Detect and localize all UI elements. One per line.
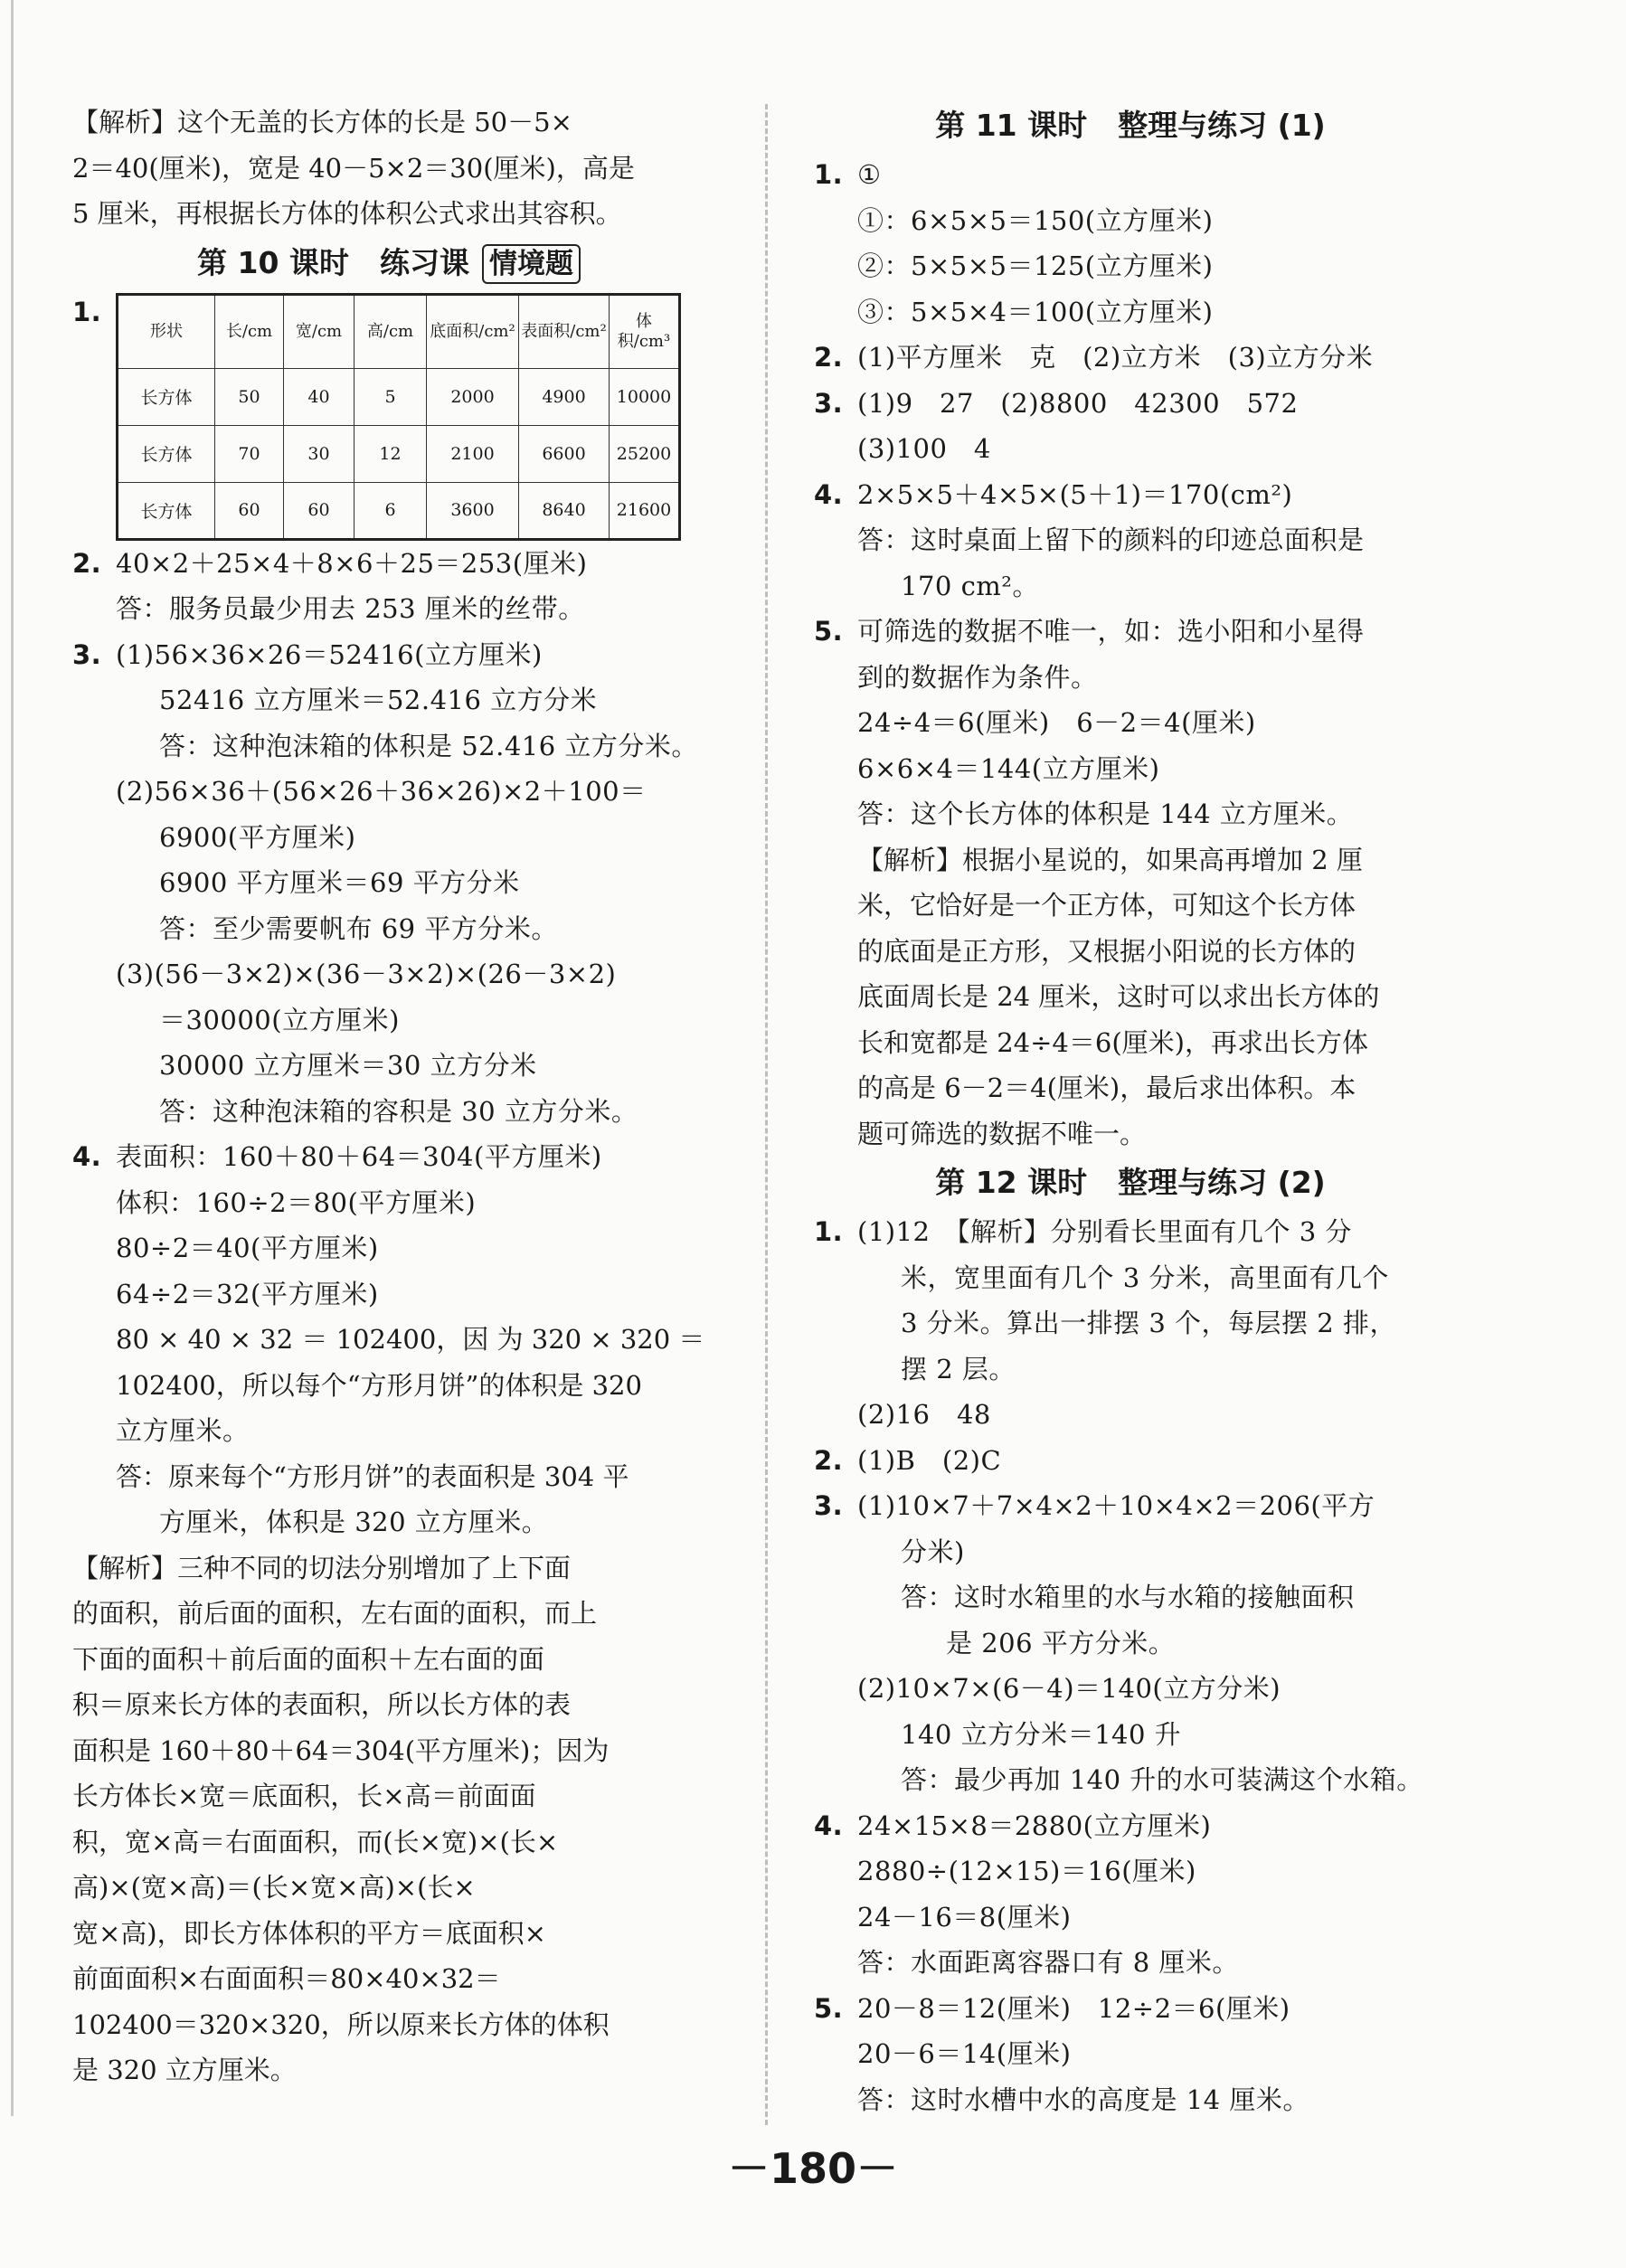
table-header-row xyxy=(118,294,680,368)
answer-line: 答：服务员最少用去 253 厘米的丝带。 xyxy=(116,593,585,624)
answer-line: (2)16 48 xyxy=(857,1399,991,1430)
question-number: 4. xyxy=(72,1141,102,1172)
table-cell: 25200 xyxy=(610,425,680,482)
answer-line: 答：这种泡沫箱的容积是 30 立方分米。 xyxy=(159,1095,638,1127)
table-cell: 50 xyxy=(215,368,284,425)
question-4 xyxy=(72,1134,705,1545)
question-5-analysis xyxy=(814,837,1447,1158)
table-cell: 8640 xyxy=(519,482,610,539)
answer-line: 答：至少需要帆布 69 平方分米。 xyxy=(159,912,558,944)
column-divider xyxy=(765,104,768,2125)
table-header: 体积/cm³ xyxy=(610,294,680,368)
answer-line: (1)9 27 (2)8800 42300 572 xyxy=(857,387,1299,419)
table-cell: 6600 xyxy=(519,425,610,482)
lesson-title: 第 10 课时 xyxy=(197,244,349,280)
question-number: 4. xyxy=(814,478,844,510)
lesson-title: 第 12 课时 xyxy=(935,1165,1088,1200)
question-number: 4. xyxy=(814,1810,844,1841)
answer-line: 24×15×8＝2880(立方厘米) xyxy=(857,1810,1212,1841)
answer-line: 表面积：160＋80＋64＝304(平方厘米) xyxy=(116,1141,602,1172)
answer-line: 20－6＝14(厘米) xyxy=(857,2038,1072,2069)
question-3 xyxy=(72,632,705,1135)
question-number: 2. xyxy=(72,547,102,579)
answer-line: (1)平方厘米 克 (2)立方米 (3)立方分米 xyxy=(857,342,1374,373)
scenario-tag: 情境题 xyxy=(482,244,581,284)
page-number: －180－ xyxy=(727,2144,899,2193)
question-5 xyxy=(814,1986,1447,2123)
analysis-text: 的高是 6－2＝4(厘米)，最后求出体积。本 xyxy=(857,1073,1357,1103)
lesson-title: 第 11 课时 xyxy=(935,108,1088,143)
question-number: 2. xyxy=(814,342,844,373)
answer-line: 2880÷(12×15)＝16(厘米) xyxy=(857,1856,1196,1886)
answer-line: ①：6×5×5＝150(立方厘米) xyxy=(857,204,1214,236)
answer-line: 6900(平方厘米) xyxy=(159,821,356,853)
answer-line: 80 × 40 × 32 ＝ 102400，因 为 320 × 320 ＝ xyxy=(116,1324,705,1355)
analysis-text: 的底面是正方形，又根据小阳说的长方体的 xyxy=(857,935,1357,967)
answer-line: 答：原来每个“方形月饼”的表面积是 304 平 xyxy=(116,1460,629,1492)
table-header: 底面积/cm² xyxy=(427,294,519,368)
analysis-text: 米，它恰好是一个正方体，可知这个长方体 xyxy=(857,890,1357,921)
answer-line: 答：这时桌面上留下的颜料的印迹总面积是 xyxy=(857,524,1365,555)
table-header: 宽/cm xyxy=(284,294,355,368)
answer-line: 答：最少再加 140 升的水可装满这个水箱。 xyxy=(901,1764,1423,1795)
answer-line: 64÷2＝32(平方厘米) xyxy=(116,1278,379,1309)
answer-line: 140 立方分米＝140 升 xyxy=(901,1718,1182,1750)
table-cell: 长方体 xyxy=(118,368,215,425)
answer-line: 24－16＝8(厘米) xyxy=(857,1901,1072,1933)
question-3 xyxy=(814,1483,1447,1803)
answer-line: 40×2＋25×4＋8×6＋25＝253(厘米) xyxy=(116,547,588,579)
answer-line: 米，宽里面有几个 3 分米，高里面有几个 xyxy=(901,1262,1389,1293)
table-cell: 4900 xyxy=(519,368,610,425)
answer-line: 6900 平方厘米＝69 平方分米 xyxy=(159,867,520,898)
answer-line: 52416 立方厘米＝52.416 立方分米 xyxy=(159,685,598,715)
page-edge-shadow xyxy=(11,0,14,2116)
answer-line: 立方厘米。 xyxy=(116,1415,250,1446)
question-4-analysis xyxy=(72,1545,705,2093)
analysis-text: 【解析】这个无盖的长方体的长是 50－5× xyxy=(72,107,572,137)
answer-line: 是 206 平方分米。 xyxy=(946,1627,1176,1658)
analysis-text: 的面积，前后面的面积，左右面的面积，而上 xyxy=(72,1598,598,1629)
lesson-12-heading xyxy=(814,1157,1447,1209)
table-row xyxy=(118,482,680,539)
answer-line: (1)10×7＋7×4×2＋10×4×2＝206(平方 xyxy=(857,1490,1375,1521)
analysis-text: 前面面积×右面面积＝80×40×32＝ xyxy=(72,1963,501,1994)
analysis-text: 【解析】根据小星说的，如果高再增加 2 厘 xyxy=(857,844,1363,875)
question-1 xyxy=(72,289,705,541)
answer-line: (3)(56－3×2)×(36－3×2)×(26－3×2) xyxy=(116,959,617,989)
answer-line: 30000 立方厘米＝30 立方分米 xyxy=(159,1050,537,1081)
lesson-subtitle: 整理与练习 (2) xyxy=(1118,1165,1326,1200)
answer-line: (1)12 【解析】分别看长里面有几个 3 分 xyxy=(857,1216,1352,1247)
table-cell: 30 xyxy=(284,425,355,482)
answer-line: 80÷2＝40(平方厘米) xyxy=(116,1233,379,1263)
table-cell: 2100 xyxy=(427,425,519,482)
answer-line: 2×5×5＋4×5×(5＋1)＝170(cm²) xyxy=(857,478,1293,510)
answer-line: 体积：160÷2＝80(平方厘米) xyxy=(116,1186,477,1218)
lesson-subtitle: 整理与练习 (1) xyxy=(1118,108,1326,143)
answer-line: (2)10×7×(6－4)＝140(立方分米) xyxy=(857,1673,1281,1704)
question-2 xyxy=(72,541,705,632)
table-header: 表面积/cm² xyxy=(519,294,610,368)
question-number: 5. xyxy=(814,616,844,647)
question-2 xyxy=(814,335,1447,381)
table-cell: 3600 xyxy=(427,482,519,539)
lesson-11-heading xyxy=(814,99,1447,152)
analysis-text: 宽×高)，即长方体体积的平方＝底面积× xyxy=(72,1917,546,1949)
table-cell: 10000 xyxy=(610,368,680,425)
right-column xyxy=(814,99,1447,2122)
question-number: 3. xyxy=(814,1490,844,1521)
table-row xyxy=(118,425,680,482)
analysis-text: 高)×(宽×高)＝(长×宽×高)×(长× xyxy=(72,1872,476,1903)
question-1 xyxy=(814,1209,1447,1438)
analysis-text: 面积是 160＋80＋64＝304(平方厘米)；因为 xyxy=(72,1734,610,1766)
answer-line: (1)56×36×26＝52416(立方厘米) xyxy=(116,638,543,670)
question-number: 1. xyxy=(72,296,102,327)
analysis-text: 积，宽×高＝右面面积，而(长×宽)×(长× xyxy=(72,1826,559,1857)
answer-line: (3)100 4 xyxy=(857,433,991,464)
table-cell: 5 xyxy=(355,368,427,425)
analysis-text: 下面的面积＋前后面的面积＋左右面的面 xyxy=(72,1643,545,1675)
question-4 xyxy=(814,472,1447,610)
answer-line: ① xyxy=(857,159,882,190)
answer-line: 3 分米。算出一排摆 3 个，每层摆 2 排， xyxy=(901,1308,1396,1338)
analysis-text: 底面周长是 24 厘米，这时可以求出长方体的 xyxy=(857,981,1380,1012)
analysis-text: 5 厘米，再根据长方体的体积公式求出其容积。 xyxy=(72,198,622,229)
table-header: 形状 xyxy=(118,294,215,368)
question-number: 2. xyxy=(814,1444,844,1476)
table-cell: 40 xyxy=(284,368,355,425)
table-header: 长/cm xyxy=(215,294,284,368)
question-4 xyxy=(814,1803,1447,1986)
answer-line: 答：这时水槽中水的高度是 14 厘米。 xyxy=(857,2084,1309,2115)
question-1 xyxy=(814,152,1447,335)
question-5 xyxy=(814,609,1447,837)
answer-line: (2)56×36＋(56×26＋36×26)×2＋100＝ xyxy=(116,776,647,807)
answer-line: 24÷4＝6(厘米) 6－2＝4(厘米) xyxy=(857,707,1256,738)
table-row xyxy=(118,368,680,425)
answer-line: 分米) xyxy=(901,1536,965,1567)
answer-line: (1)B (2)C xyxy=(857,1444,1002,1476)
table-cell: 21600 xyxy=(610,482,680,539)
answer-table xyxy=(116,293,681,541)
analysis-text: 【解析】三种不同的切法分别增加了上下面 xyxy=(72,1552,572,1583)
table-cell: 长方体 xyxy=(118,482,215,539)
analysis-text: 长和宽都是 24÷4＝6(厘米)，再求出长方体 xyxy=(857,1026,1368,1058)
answer-line: 到的数据作为条件。 xyxy=(857,661,1098,693)
answer-line: 170 cm²。 xyxy=(901,570,1039,601)
table-cell: 长方体 xyxy=(118,425,215,482)
answer-line: ＝30000(立方厘米) xyxy=(159,1004,400,1035)
answer-line: 答：这种泡沫箱的体积是 52.416 立方分米。 xyxy=(159,730,698,761)
question-number: 5. xyxy=(814,1992,844,2024)
table-cell: 70 xyxy=(215,425,284,482)
answer-line: 20－8＝12(厘米) 12÷2＝6(厘米) xyxy=(857,1992,1290,2024)
lesson-10-heading xyxy=(72,237,705,289)
question-number: 1. xyxy=(814,159,844,190)
answer-line: 方厘米，体积是 320 立方厘米。 xyxy=(159,1507,549,1537)
question-number: 3. xyxy=(814,387,844,419)
answer-line: ③：5×5×4＝100(立方厘米) xyxy=(857,296,1214,327)
answer-line: 答：水面距离容器口有 8 厘米。 xyxy=(857,1947,1239,1978)
table-cell: 6 xyxy=(355,482,427,539)
question-2 xyxy=(814,1438,1447,1484)
table-cell: 60 xyxy=(284,482,355,539)
question-3 xyxy=(814,381,1447,472)
table-cell: 60 xyxy=(215,482,284,539)
analysis-text: 是 320 立方厘米。 xyxy=(72,2055,297,2085)
question-number: 3. xyxy=(72,638,102,670)
table-cell: 2000 xyxy=(427,368,519,425)
table-cell: 12 xyxy=(355,425,427,482)
analysis-text: 长方体长×宽＝底面积，长×高＝前面面 xyxy=(72,1781,536,1811)
analysis-text: 题可筛选的数据不唯一。 xyxy=(857,1118,1147,1149)
question-number: 1. xyxy=(814,1216,844,1247)
answer-line: 可筛选的数据不唯一，如：选小阳和小星得 xyxy=(857,616,1365,647)
answer-line: 答：这时水箱里的水与水箱的接触面积 xyxy=(901,1582,1355,1612)
analysis-text: 102400＝320×320，所以原来长方体的体积 xyxy=(72,2008,610,2040)
answer-line: ②：5×5×5＝125(立方厘米) xyxy=(857,250,1214,281)
analysis-text: 2＝40(厘米)，宽是 40－5×2＝30(厘米)，高是 xyxy=(72,152,635,184)
analysis-text: 积＝原来长方体的表面积，所以长方体的表 xyxy=(72,1689,572,1720)
answer-line: 102400，所以每个“方形月饼”的体积是 320 xyxy=(116,1369,642,1401)
table-header: 高/cm xyxy=(355,294,427,368)
left-column xyxy=(72,99,705,2093)
answer-line: 答：这个长方体的体积是 144 立方厘米。 xyxy=(857,799,1354,829)
answer-line: 摆 2 层。 xyxy=(901,1353,1016,1384)
lesson-subtitle: 练习课 xyxy=(379,244,469,280)
answer-line: 6×6×4＝144(立方厘米) xyxy=(857,752,1160,784)
